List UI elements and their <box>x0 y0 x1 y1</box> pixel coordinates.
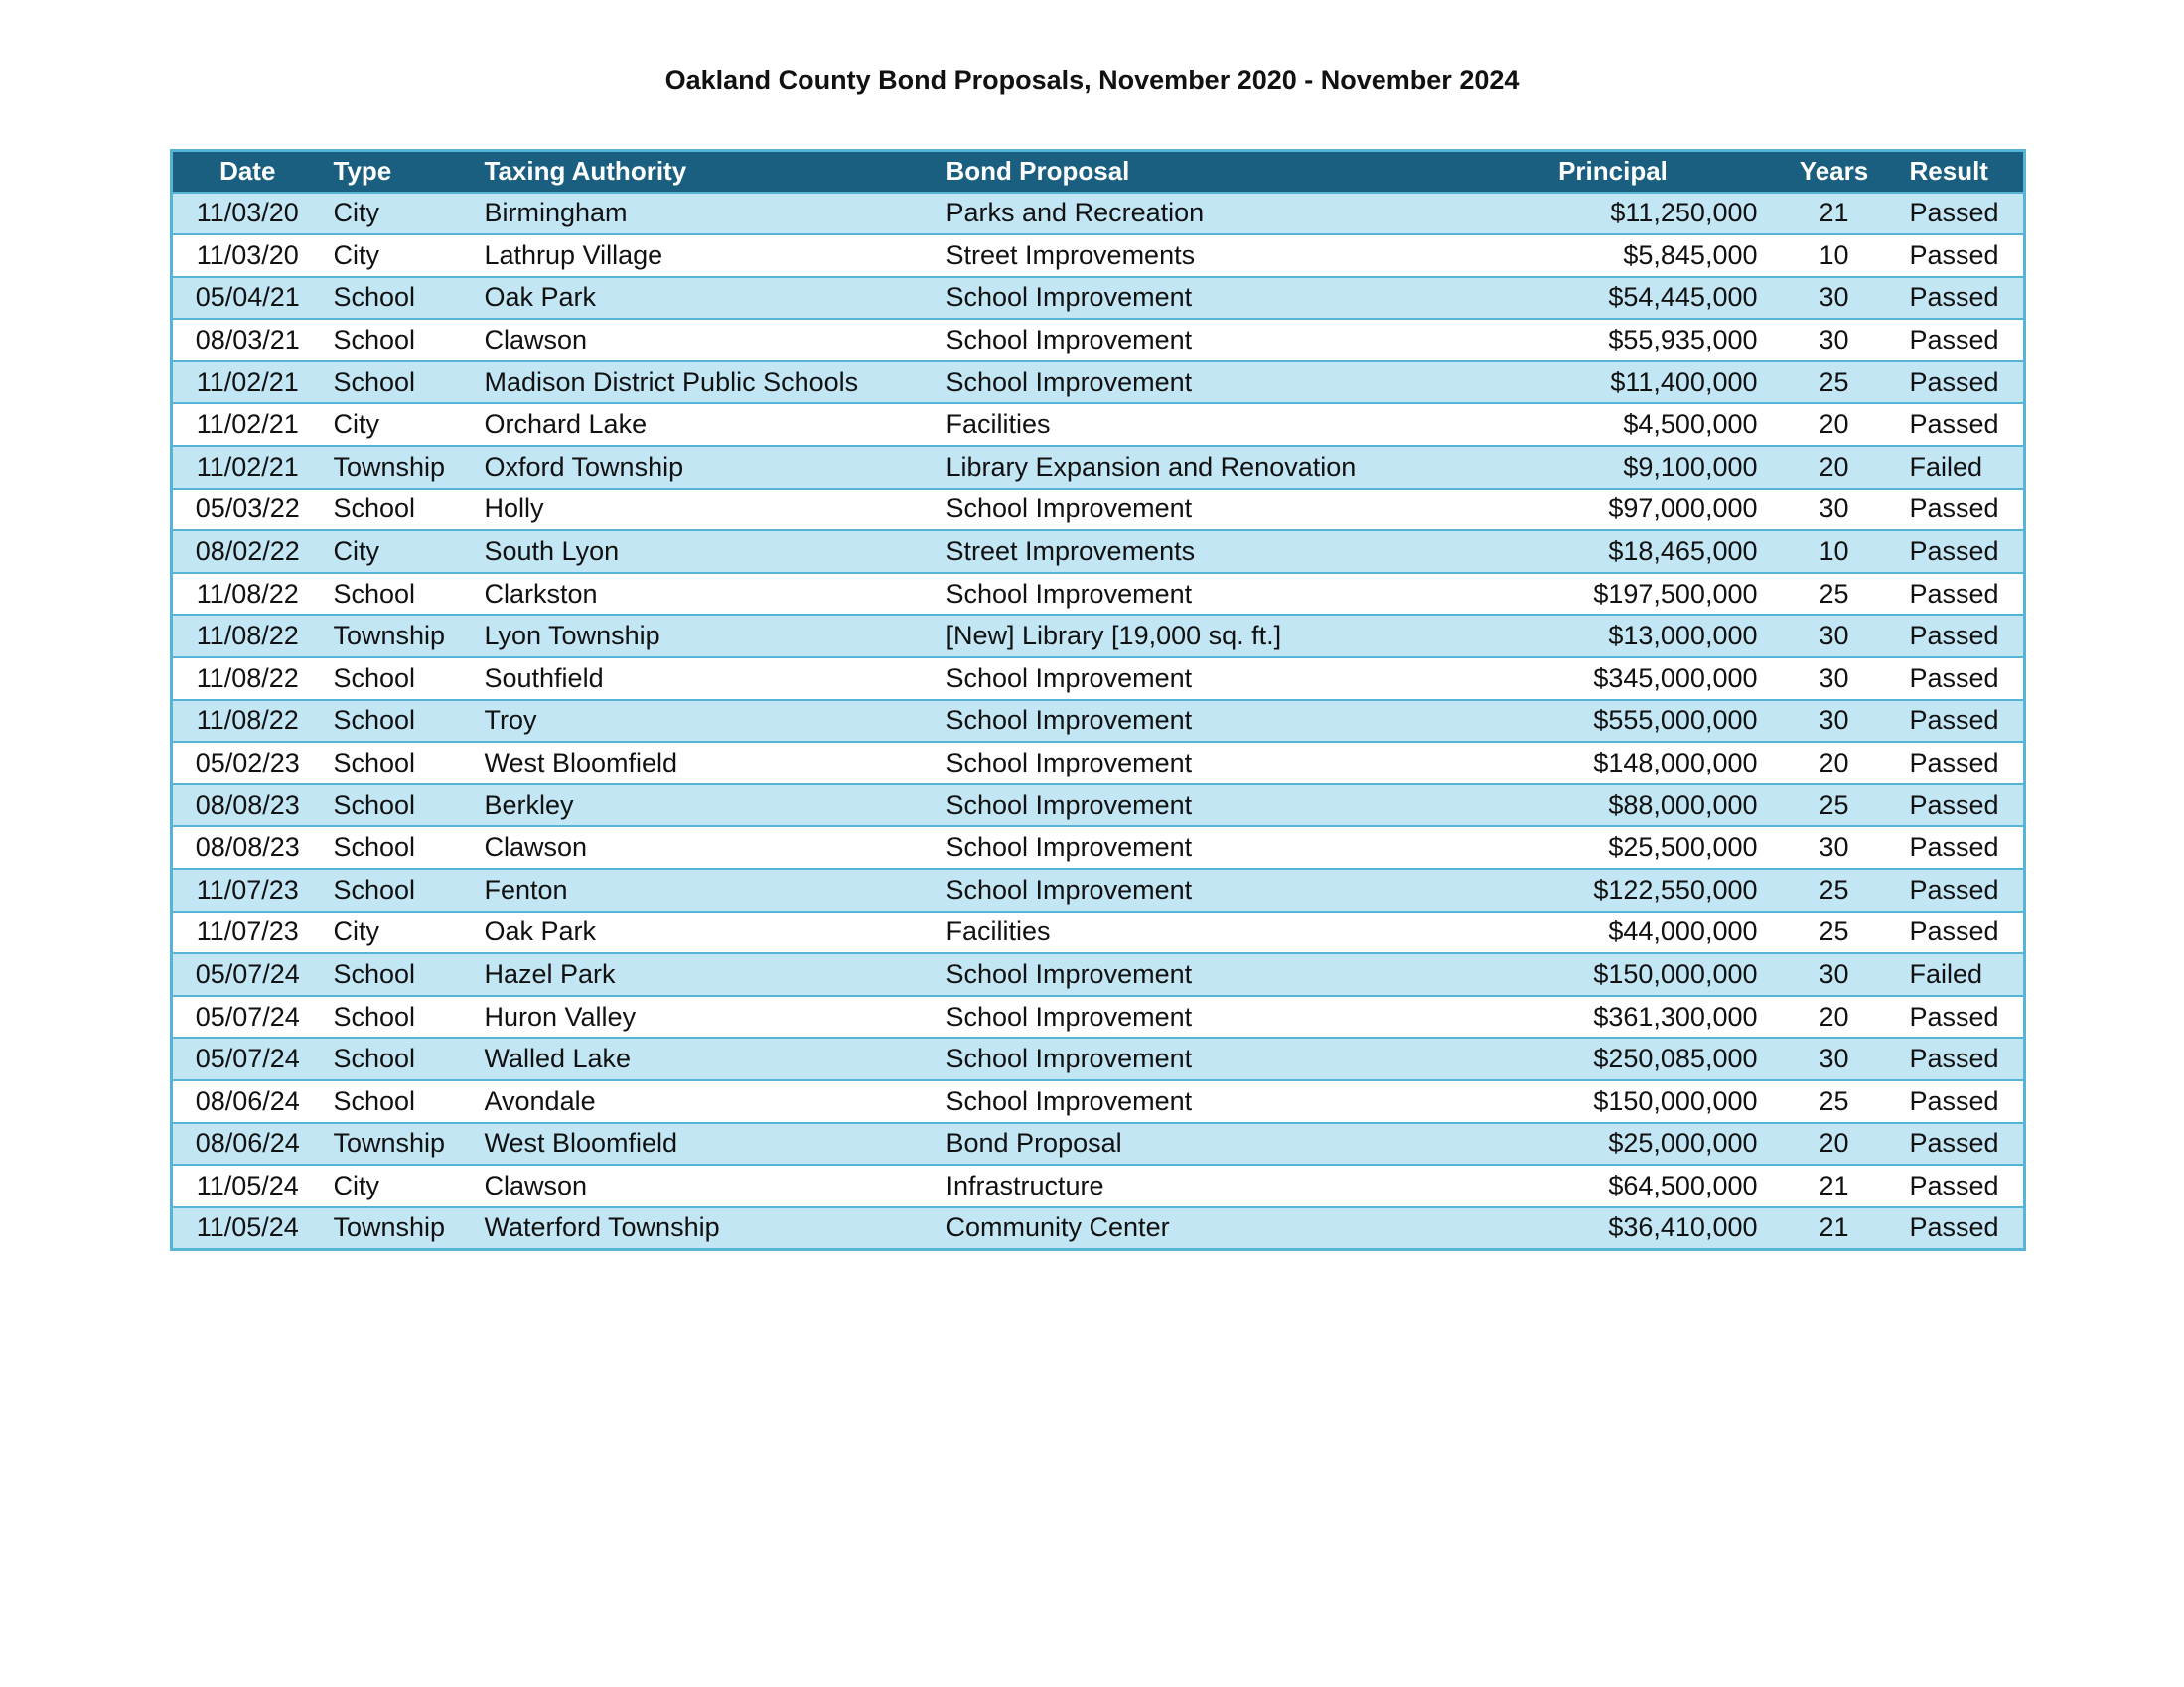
cell-date: 11/07/23 <box>196 916 299 947</box>
cell-taxing-authority: Waterford Township <box>484 1212 720 1243</box>
cell-date: 11/02/21 <box>196 451 299 482</box>
cell-type: Township <box>333 621 446 651</box>
cell-principal: $555,000,000 <box>1593 705 1758 736</box>
cell-date: 11/08/22 <box>196 662 299 693</box>
table-row <box>172 1123 2025 1166</box>
table-row <box>172 530 2025 573</box>
cell-principal: $148,000,000 <box>1593 748 1758 778</box>
cell-result: Passed <box>1909 409 1999 440</box>
cell-bond-proposal: School Improvement <box>946 366 1193 397</box>
cell-principal: $44,000,000 <box>1608 916 1758 947</box>
cell-years: 20 <box>1819 409 1849 440</box>
cell-bond-proposal: Facilities <box>946 916 1051 947</box>
cell-date: 11/05/24 <box>196 1212 299 1243</box>
table-header <box>172 151 2025 193</box>
cell-type: School <box>333 832 416 863</box>
cell-taxing-authority: Avondale <box>484 1085 596 1116</box>
cell-date: 08/06/24 <box>195 1085 300 1116</box>
cell-result: Passed <box>1909 1001 1999 1032</box>
cell-taxing-authority: Oak Park <box>484 916 597 947</box>
table-row <box>172 912 2025 954</box>
cell-type: School <box>333 325 416 355</box>
cell-bond-proposal: School Improvement <box>946 705 1193 736</box>
table-row <box>172 277 2025 320</box>
cell-result: Passed <box>1909 916 1999 947</box>
table-row <box>172 784 2025 827</box>
cell-date: 08/06/24 <box>195 1128 300 1159</box>
table-row <box>172 1080 2025 1123</box>
cell-result: Passed <box>1909 1212 1999 1243</box>
cell-bond-proposal: School Improvement <box>946 789 1193 820</box>
cell-taxing-authority: West Bloomfield <box>484 1128 678 1159</box>
cell-type: School <box>333 1044 416 1074</box>
table-row <box>172 953 2025 996</box>
cell-years: 30 <box>1819 832 1849 863</box>
table-row <box>172 869 2025 912</box>
cell-taxing-authority: Clawson <box>484 1170 588 1200</box>
cell-result: Passed <box>1909 1170 1999 1200</box>
cell-result: Passed <box>1909 325 1999 355</box>
cell-years: 20 <box>1819 1001 1849 1032</box>
cell-principal: $25,000,000 <box>1608 1128 1758 1159</box>
header-row <box>172 151 2025 193</box>
cell-result: Failed <box>1909 451 1983 482</box>
cell-principal: $9,100,000 <box>1623 451 1758 482</box>
cell-bond-proposal: Facilities <box>946 409 1051 440</box>
cell-taxing-authority: Orchard Lake <box>484 409 648 440</box>
cell-years: 20 <box>1819 748 1849 778</box>
cell-taxing-authority: Troy <box>484 705 537 736</box>
cell-result: Passed <box>1909 874 1999 905</box>
cell-bond-proposal: School Improvement <box>946 578 1193 609</box>
cell-years: 20 <box>1819 451 1849 482</box>
cell-bond-proposal: Street Improvements <box>946 239 1196 270</box>
cell-result: Passed <box>1909 536 1999 567</box>
cell-bond-proposal: School Improvement <box>946 493 1193 524</box>
cell-result: Passed <box>1909 748 1999 778</box>
cell-type: Township <box>333 451 446 482</box>
cell-years: 21 <box>1819 1212 1849 1243</box>
cell-principal: $197,500,000 <box>1593 578 1758 609</box>
cell-date: 05/02/23 <box>195 748 300 778</box>
cell-bond-proposal: School Improvement <box>946 748 1193 778</box>
cell-years: 25 <box>1819 578 1849 609</box>
cell-date: 08/03/21 <box>195 325 300 355</box>
cell-principal: $88,000,000 <box>1608 789 1758 820</box>
cell-years: 30 <box>1819 282 1849 313</box>
cell-years: 25 <box>1819 874 1849 905</box>
cell-date: 08/08/23 <box>195 789 300 820</box>
cell-date: 05/03/22 <box>195 493 300 524</box>
cell-taxing-authority: Lyon Township <box>484 621 660 651</box>
cell-date: 08/02/22 <box>195 536 300 567</box>
cell-date: 11/08/22 <box>196 578 299 609</box>
column-header-principal: Principal <box>1558 156 1668 187</box>
cell-type: City <box>333 1170 379 1200</box>
cell-years: 25 <box>1819 789 1849 820</box>
cell-bond-proposal: School Improvement <box>946 662 1193 693</box>
cell-taxing-authority: Walled Lake <box>484 1044 632 1074</box>
cell-principal: $150,000,000 <box>1593 958 1758 989</box>
cell-taxing-authority: Clarkston <box>484 578 598 609</box>
table-row <box>172 742 2025 784</box>
cell-bond-proposal: Infrastructure <box>946 1170 1104 1200</box>
cell-bond-proposal: School Improvement <box>946 1001 1193 1032</box>
cell-bond-proposal: School Improvement <box>946 832 1193 863</box>
table-row <box>172 446 2025 489</box>
cell-result: Passed <box>1909 1085 1999 1116</box>
cell-type: School <box>333 578 416 609</box>
cell-years: 10 <box>1819 536 1849 567</box>
cell-bond-proposal: School Improvement <box>946 325 1193 355</box>
cell-years: 25 <box>1819 1085 1849 1116</box>
cell-date: 05/07/24 <box>195 1001 300 1032</box>
cell-date: 05/04/21 <box>195 282 300 313</box>
cell-taxing-authority: Berkley <box>484 789 574 820</box>
cell-result: Passed <box>1909 1044 1999 1074</box>
cell-principal: $150,000,000 <box>1593 1085 1758 1116</box>
cell-type: School <box>333 662 416 693</box>
cell-date: 11/08/22 <box>196 705 299 736</box>
cell-date: 11/02/21 <box>196 409 299 440</box>
column-header-date: Date <box>219 156 276 187</box>
cell-type: City <box>333 239 379 270</box>
table-row <box>172 361 2025 404</box>
cell-date: 05/07/24 <box>195 958 300 989</box>
cell-result: Passed <box>1909 198 1999 228</box>
column-header-taxing-authority: Taxing Authority <box>484 156 687 187</box>
cell-type: City <box>333 409 379 440</box>
cell-taxing-authority: Huron Valley <box>484 1001 637 1032</box>
cell-taxing-authority: West Bloomfield <box>484 748 678 778</box>
cell-date: 11/02/21 <box>196 366 299 397</box>
cell-type: City <box>333 916 379 947</box>
table-body <box>172 193 2025 1250</box>
cell-principal: $97,000,000 <box>1608 493 1758 524</box>
cell-bond-proposal: Community Center <box>946 1212 1170 1243</box>
cell-years: 30 <box>1819 705 1849 736</box>
cell-date: 05/07/24 <box>195 1044 300 1074</box>
cell-principal: $55,935,000 <box>1608 325 1758 355</box>
column-header-type: Type <box>333 156 392 187</box>
cell-type: School <box>333 493 416 524</box>
cell-years: 30 <box>1819 325 1849 355</box>
cell-bond-proposal: Parks and Recreation <box>946 198 1205 228</box>
cell-years: 21 <box>1819 1170 1849 1200</box>
cell-date: 11/05/24 <box>196 1170 299 1200</box>
cell-bond-proposal: Bond Proposal <box>946 1128 1122 1159</box>
table-row <box>172 996 2025 1039</box>
cell-taxing-authority: Fenton <box>484 874 568 905</box>
bond-proposals-table <box>170 149 2026 1251</box>
cell-taxing-authority: Holly <box>484 493 544 524</box>
cell-taxing-authority: Oxford Township <box>484 451 684 482</box>
cell-result: Failed <box>1909 958 1983 989</box>
cell-taxing-authority: Southfield <box>484 662 604 693</box>
cell-taxing-authority: Lathrup Village <box>484 239 663 270</box>
table-row <box>172 573 2025 616</box>
cell-type: School <box>333 789 416 820</box>
table-row <box>172 657 2025 700</box>
cell-bond-proposal: Library Expansion and Renovation <box>946 451 1357 482</box>
cell-date: 08/08/23 <box>195 832 300 863</box>
cell-bond-proposal: School Improvement <box>946 874 1193 905</box>
cell-type: School <box>333 366 416 397</box>
cell-principal: $64,500,000 <box>1608 1170 1758 1200</box>
table-row <box>172 1165 2025 1207</box>
cell-years: 30 <box>1819 662 1849 693</box>
cell-principal: $25,500,000 <box>1608 832 1758 863</box>
cell-principal: $13,000,000 <box>1608 621 1758 651</box>
cell-result: Passed <box>1909 282 1999 313</box>
cell-result: Passed <box>1909 239 1999 270</box>
cell-result: Passed <box>1909 705 1999 736</box>
cell-principal: $122,550,000 <box>1593 874 1758 905</box>
column-header-years: Years <box>1799 156 1869 187</box>
cell-years: 25 <box>1819 366 1849 397</box>
cell-taxing-authority: Hazel Park <box>484 958 616 989</box>
cell-years: 30 <box>1819 958 1849 989</box>
cell-principal: $345,000,000 <box>1593 662 1758 693</box>
cell-years: 30 <box>1819 493 1849 524</box>
cell-taxing-authority: Birmingham <box>484 198 628 228</box>
cell-type: School <box>333 748 416 778</box>
cell-type: School <box>333 282 416 313</box>
cell-bond-proposal: School Improvement <box>946 958 1193 989</box>
cell-type: School <box>333 874 416 905</box>
cell-principal: $4,500,000 <box>1623 409 1758 440</box>
cell-type: School <box>333 705 416 736</box>
table-row <box>172 319 2025 361</box>
cell-principal: $5,845,000 <box>1623 239 1758 270</box>
cell-result: Passed <box>1909 1128 1999 1159</box>
cell-result: Passed <box>1909 578 1999 609</box>
cell-bond-proposal: School Improvement <box>946 282 1193 313</box>
page-title: Oakland County Bond Proposals, November 2020 - November 2024 <box>664 66 1520 95</box>
cell-result: Passed <box>1909 366 1999 397</box>
cell-years: 10 <box>1819 239 1849 270</box>
cell-type: School <box>333 1001 416 1032</box>
cell-years: 20 <box>1819 1128 1849 1159</box>
column-header-result: Result <box>1909 156 1988 187</box>
cell-years: 30 <box>1819 1044 1849 1074</box>
cell-type: Township <box>333 1128 446 1159</box>
cell-result: Passed <box>1909 832 1999 863</box>
cell-taxing-authority: Clawson <box>484 832 588 863</box>
cell-date: 11/03/20 <box>196 239 299 270</box>
cell-years: 21 <box>1819 198 1849 228</box>
cell-type: Township <box>333 1212 446 1243</box>
table-row <box>172 403 2025 446</box>
cell-principal: $361,300,000 <box>1593 1001 1758 1032</box>
table-row <box>172 700 2025 743</box>
cell-principal: $11,250,000 <box>1610 198 1758 228</box>
cell-principal: $11,400,000 <box>1610 366 1758 397</box>
cell-principal: $18,465,000 <box>1608 536 1758 567</box>
cell-type: City <box>333 536 379 567</box>
table-row <box>172 234 2025 277</box>
cell-result: Passed <box>1909 662 1999 693</box>
table-row <box>172 1038 2025 1080</box>
column-header-bond-proposal: Bond Proposal <box>946 156 1130 187</box>
cell-taxing-authority: Oak Park <box>484 282 597 313</box>
cell-result: Passed <box>1909 621 1999 651</box>
cell-result: Passed <box>1909 493 1999 524</box>
cell-date: 11/03/20 <box>196 198 299 228</box>
cell-principal: $36,410,000 <box>1608 1212 1758 1243</box>
cell-taxing-authority: Clawson <box>484 325 588 355</box>
cell-bond-proposal: School Improvement <box>946 1044 1193 1074</box>
cell-taxing-authority: Madison District Public Schools <box>484 366 859 397</box>
cell-years: 25 <box>1819 916 1849 947</box>
table-row <box>172 1207 2025 1250</box>
table-row <box>172 193 2025 235</box>
cell-years: 30 <box>1819 621 1849 651</box>
cell-date: 11/08/22 <box>196 621 299 651</box>
cell-principal: $54,445,000 <box>1608 282 1758 313</box>
cell-type: School <box>333 1085 416 1116</box>
table-row <box>172 615 2025 657</box>
table-row <box>172 826 2025 869</box>
cell-bond-proposal: School Improvement <box>946 1085 1193 1116</box>
cell-type: School <box>333 958 416 989</box>
cell-result: Passed <box>1909 789 1999 820</box>
table-row <box>172 489 2025 531</box>
cell-bond-proposal: Street Improvements <box>946 536 1196 567</box>
cell-date: 11/07/23 <box>196 874 299 905</box>
cell-bond-proposal: [New] Library [19,000 sq. ft.] <box>946 621 1282 651</box>
cell-taxing-authority: South Lyon <box>484 536 620 567</box>
cell-principal: $250,085,000 <box>1593 1044 1758 1074</box>
cell-type: City <box>333 198 379 228</box>
